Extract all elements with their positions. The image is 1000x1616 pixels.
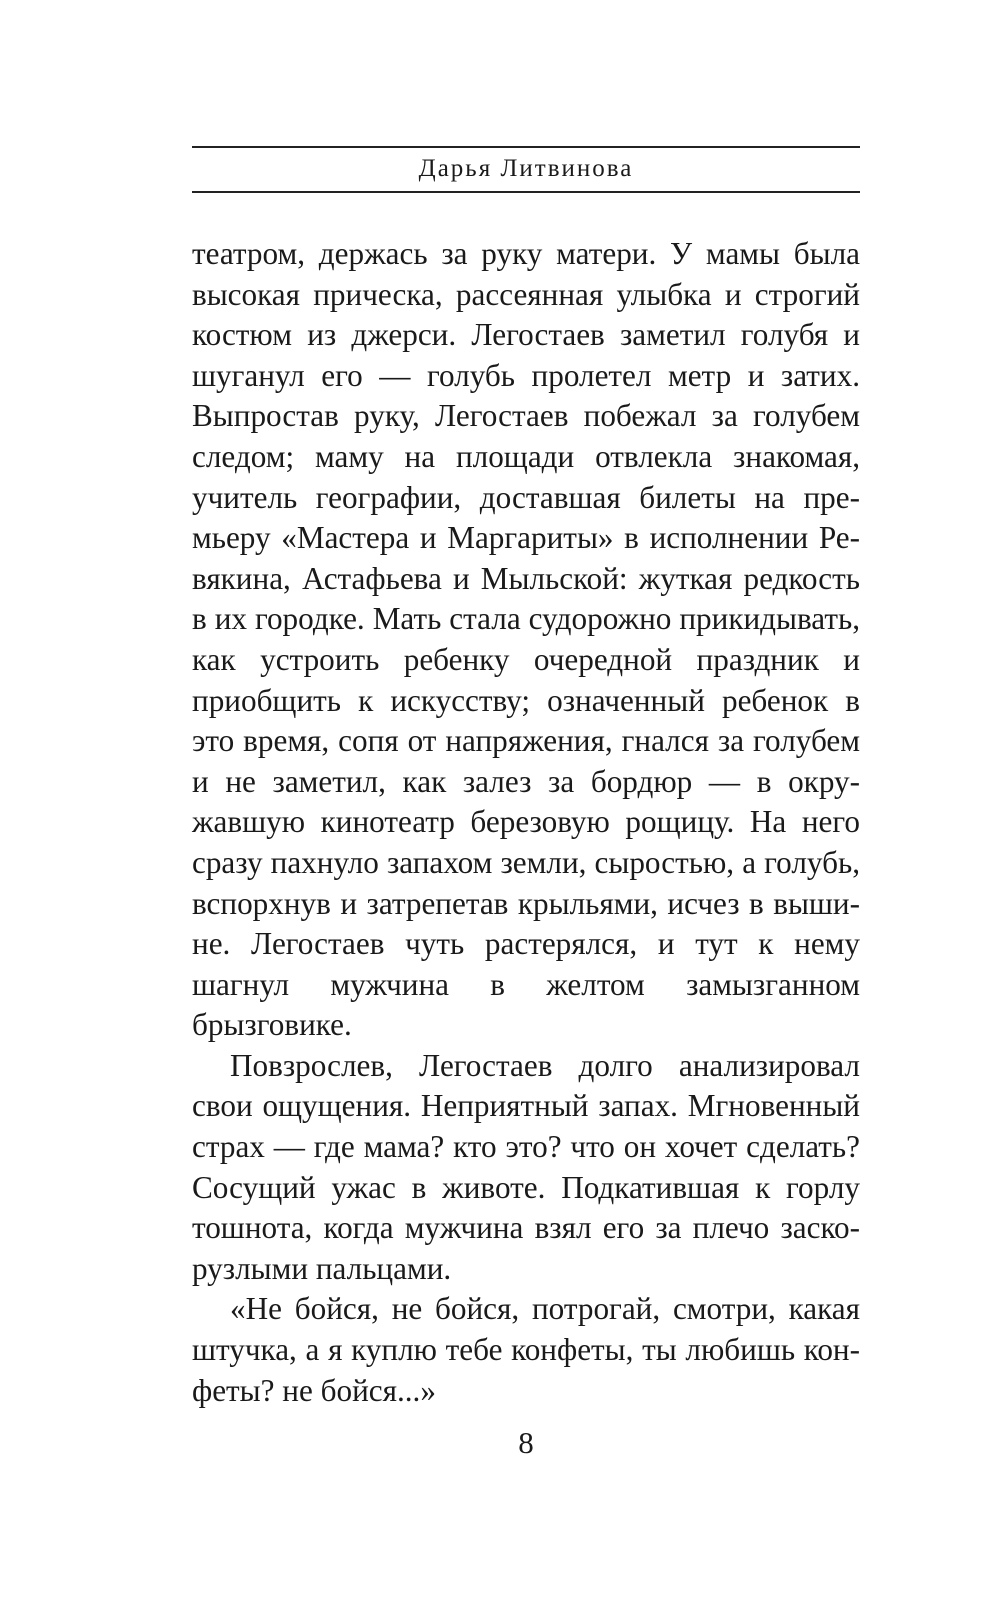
header-rule-bottom bbox=[192, 191, 860, 193]
page-number: 8 bbox=[518, 1425, 534, 1460]
paragraph: Повзрослев, Легостаев долго анализировал свои ощущения. Неприятный запах. Мгновенный страх — где мама? кто это? что он хочет сделать? Сосущий ужас в животе. Подкатившая к горлу тошнота, когда мужчина взял его за плечо заскорузлыми пальцами. bbox=[192, 1047, 860, 1286]
body-text bbox=[192, 234, 860, 1411]
paragraph: театром, держась за руку матери. У мамы была высокая прическа, рассеянная улыбка и строгий костюм из джерси. Легостаев заметил голубя и шуганул его — голубь пролетел метр и затих. Выпростав руку, Легостаев побежал за голубем следом; маму на площади отвлекла знакомая, учитель географии, доставшая билеты на премьеру «Мастера и Маргариты» в исполнении Ревякина, Астафьева и Мыльской: жуткая редкость в их городке. Мать стала судорожно прикидывать, как устроить ребенку очередной праздник и приобщить к искусству; означенный ребенок в это время, сопя от напряжения, гнался за голубем и не заметил, как залез за бордюр — в окружавшую кинотеатр березовую рощицу. На него сразу пахнуло запахом земли, сыростью, а голубь, вспорхнув и затрепетав крыльями, исчез в вышине. Легостаев чуть растерялся, и тут к нему шагнул мужчина в желтом замызганном брызговике. bbox=[192, 236, 860, 1043]
running-head bbox=[192, 146, 860, 194]
running-head-author: Дарья Литвинова bbox=[418, 155, 634, 182]
header-rule-top bbox=[192, 146, 860, 148]
paragraph: «Не бойся, не бойся, потрогай, смотри, какая штучка, а я куплю тебе конфеты, ты любишь конфеты? не бойся...» bbox=[192, 1291, 860, 1408]
